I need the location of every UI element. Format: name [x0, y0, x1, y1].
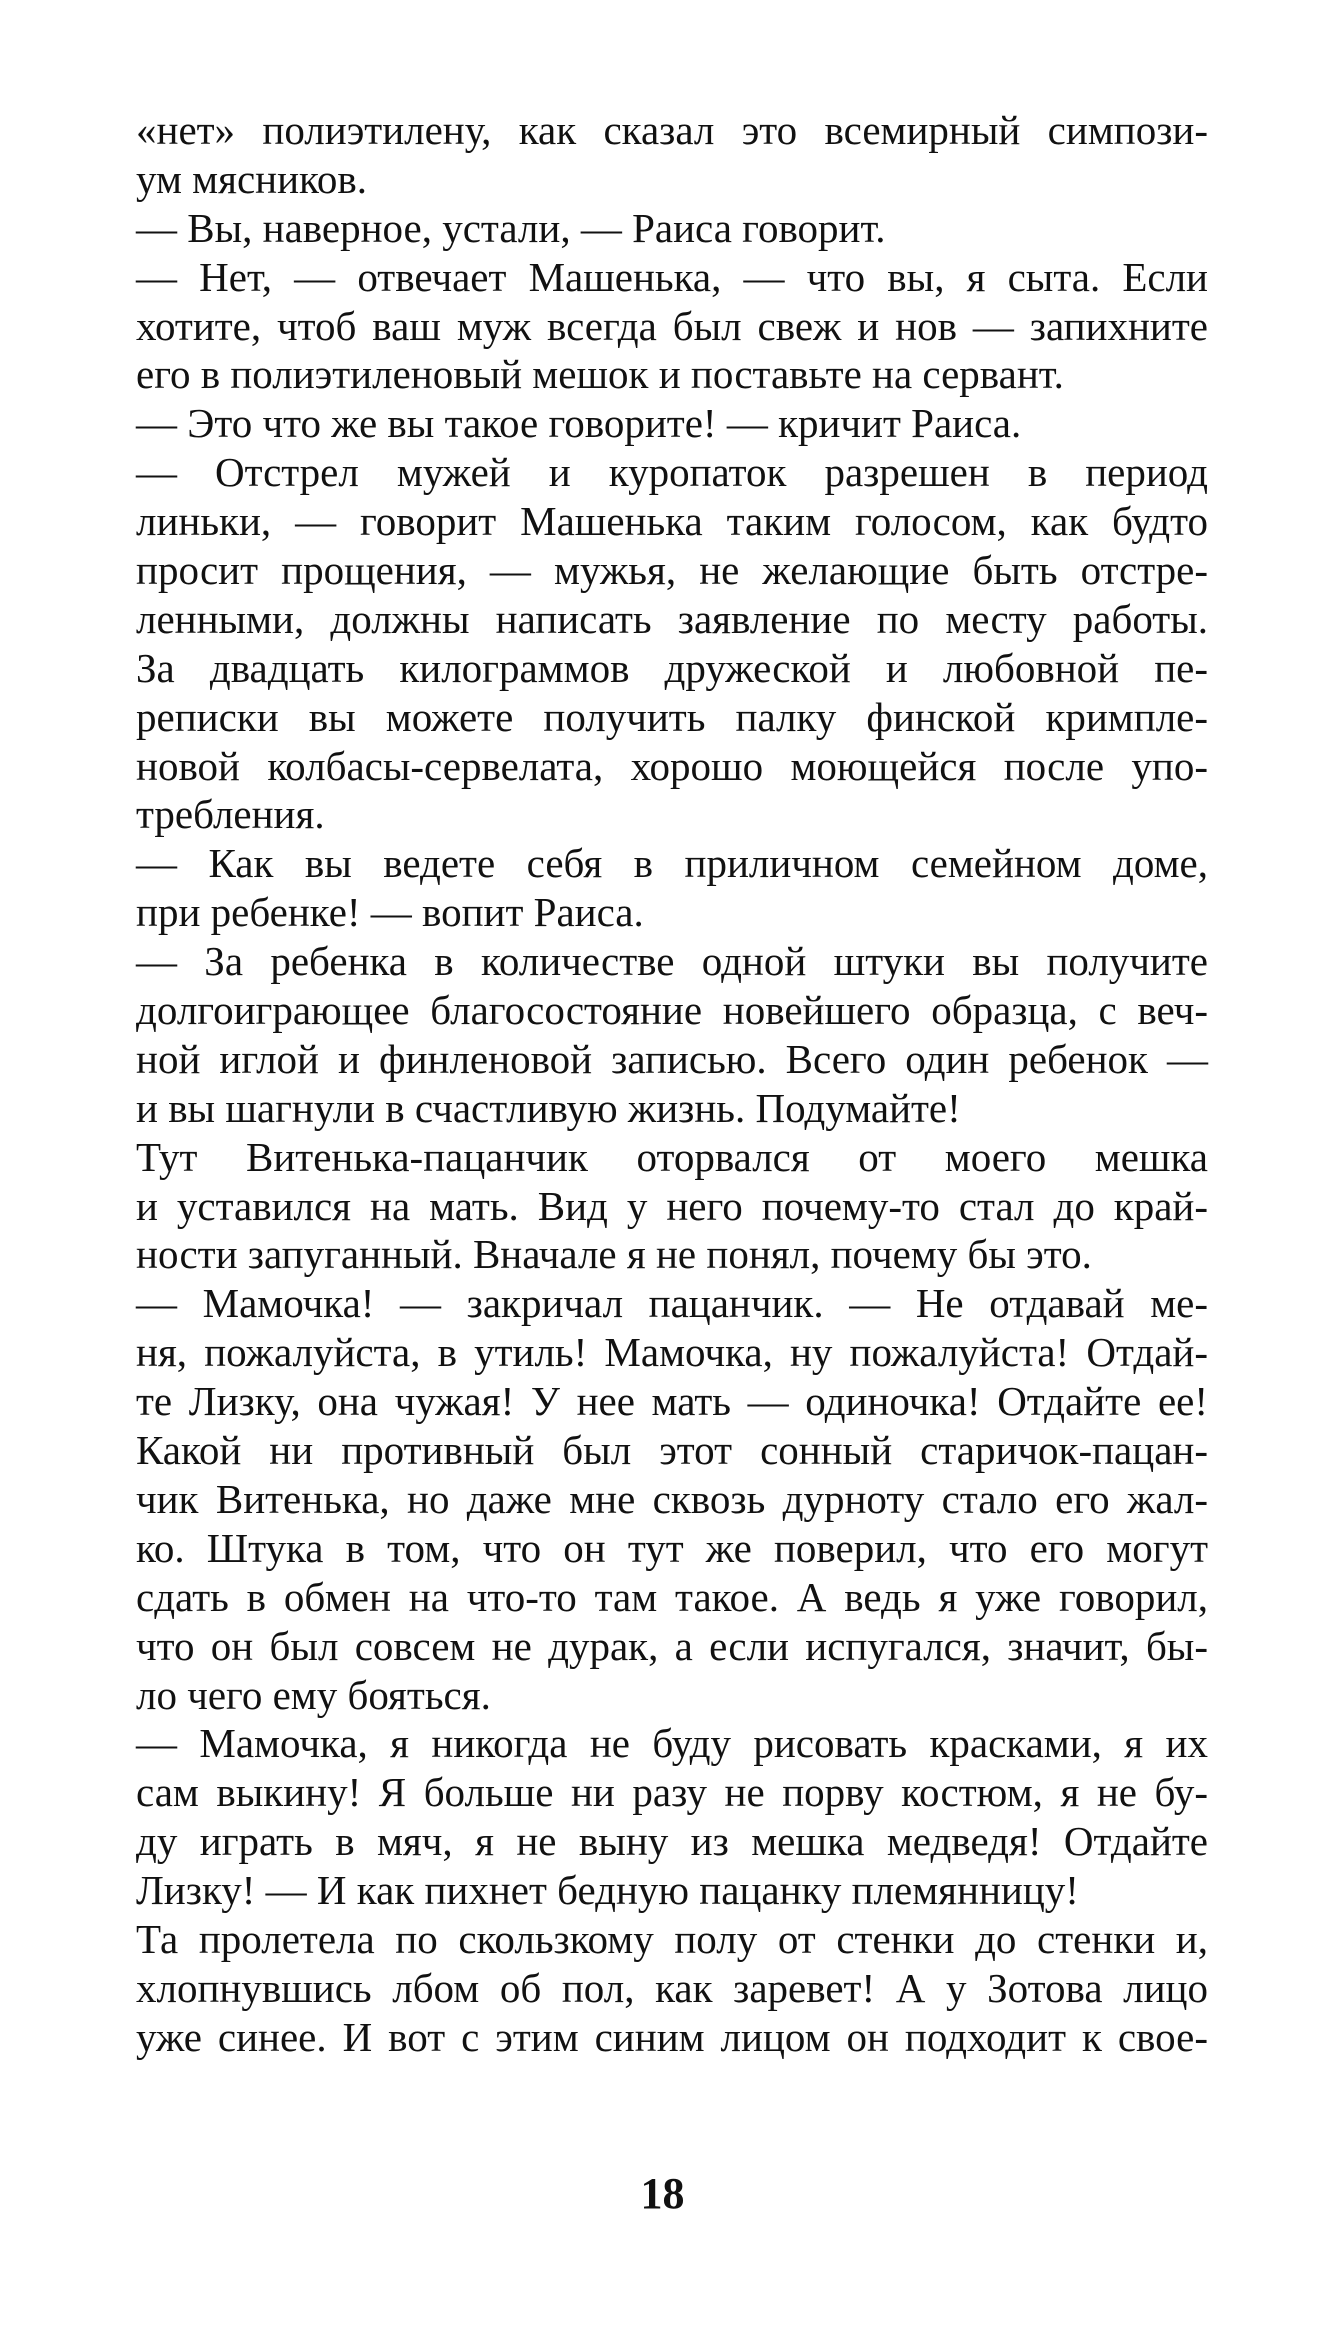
text-line: хлопнувшись лбом об пол, как заревет! А у Зотова лицо [136, 1964, 1208, 2011]
text-line: те Лизку, она чужая! У нее мать — одиночка! Отдайте ее! [136, 1378, 1208, 1425]
text-line: линьки, — говорит Машенька таким голосом, как будто [136, 498, 1208, 545]
text-line: — Отстрел мужей и куропаток разрешен в период [136, 449, 1208, 496]
text-line: Лизку! — И как пихнет бедную пацанку племянницу! [136, 1867, 1079, 1914]
text-line: при ребенке! — вопит Раиса. [136, 889, 644, 936]
text-line: сдать в обмен на что-то там такое. А ведь я уже говорил, [136, 1573, 1208, 1620]
text-line: — Это что же вы такое говорите! — кричит Раиса. [136, 400, 1022, 447]
text-line: ня, пожалуйста, в утиль! Мамочка, ну пожалуйста! Отдай- [136, 1329, 1208, 1376]
text-line: Та пролетела по скользкому полу от стенки до стенки и, [136, 1915, 1208, 1962]
text-line: требления. [136, 791, 325, 838]
text-line: и уставился на мать. Вид у него почему-то стал до край- [136, 1182, 1208, 1229]
text-line: — Как вы ведете себя в приличном семейном доме, [136, 840, 1208, 887]
text-line: — За ребенка в количестве одной штуки вы получите [136, 938, 1208, 985]
text-line: ной иглой и финленовой записью. Всего один ребенок — [136, 1035, 1208, 1082]
text-line: — Мамочка! — закричал пацанчик. — Не отдавай ме- [136, 1280, 1208, 1327]
text-line: его в полиэтиленовый мешок и поставьте на сервант. [136, 351, 1064, 398]
text-line: ко. Штука в том, что он тут же поверил, что его могут [136, 1524, 1208, 1571]
text-line: реписки вы можете получить палку финской кримпле- [136, 693, 1208, 740]
text-line: — Мамочка, я никогда не буду рисовать красками, я их [136, 1720, 1208, 1767]
text-line: чик Витенька, но даже мне сквозь дурноту стало его жал- [136, 1475, 1208, 1522]
text-line: и вы шагнули в счастливую жизнь. Подумайте! [136, 1084, 961, 1131]
text-line: долгоиграющее благосостояние новейшего образца, с веч- [136, 987, 1208, 1034]
text-line: «нет» полиэтилену, как сказал это всемирный симпози- [136, 107, 1208, 153]
text-line: сам выкину! Я больше ни разу не порву костюм, я не бу- [136, 1769, 1208, 1816]
text-line: — Нет, — отвечает Машенька, — что вы, я сыта. Если [136, 253, 1208, 300]
text-line: ленными, должны написать заявление по месту работы. [136, 595, 1208, 642]
text-line: хотите, чтоб ваш муж всегда был свеж и нов — запихните [136, 302, 1208, 349]
text-line: ло чего ему бояться. [136, 1671, 491, 1718]
text-line: уже синее. И вот с этим синим лицом он подходит к свое- [136, 2013, 1208, 2060]
text-line: что он был совсем не дурак, а если испугался, значит, бы- [136, 1622, 1208, 1669]
text-line: За двадцать килограммов дружеской и любовной пе- [136, 644, 1208, 691]
text-line: просит прощения, — мужья, не желающие быть отстре- [136, 547, 1208, 594]
text-line: ум мясников. [136, 155, 367, 202]
text-line: ду играть в мяч, я не выну из мешка медведя! Отдайте [136, 1818, 1208, 1865]
text-line: Какой ни противный был этот сонный старичок-пацан- [136, 1427, 1208, 1474]
text-line: — Вы, наверное, устали, — Раиса говорит. [136, 204, 886, 251]
text-line: ности запуганный. Вначале я не понял, почему бы это. [136, 1231, 1092, 1278]
page-body-text [136, 106, 1208, 2062]
page-number: 18 [640, 2169, 685, 2218]
text-line: новой колбасы-сервелата, хорошо моющейся после упо- [136, 742, 1208, 789]
text-line: Тут Витенька-пацанчик оторвался от моего мешка [136, 1133, 1208, 1180]
